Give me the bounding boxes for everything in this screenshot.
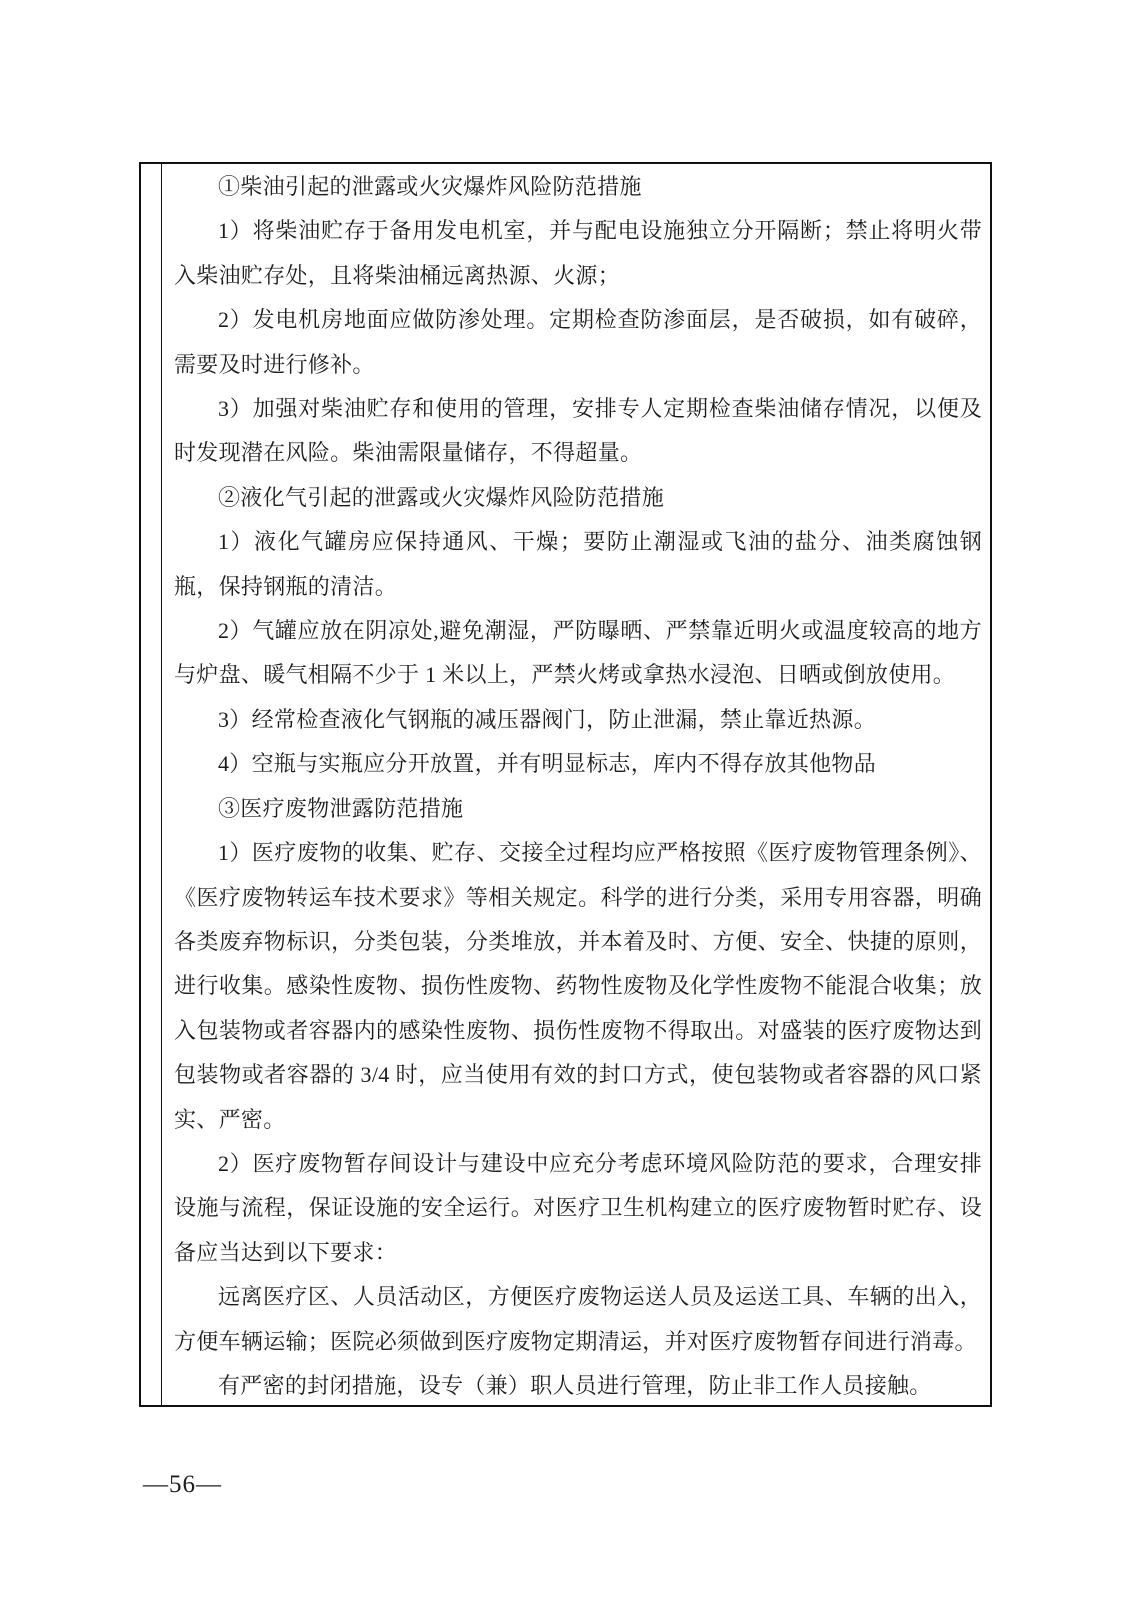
paragraph-medwaste-1: 1）医疗废物的收集、贮存、交接全过程均应严格按照《医疗废物管理条例》、《医疗废物转运车技术要求》等相关规定。科学的进行分类，采用专用容器，明确各类废弃物标识，分类包装，分类堆放，并本着及时、方便、安全、快捷的原则，进行收集。感染性废物、损伤性废物、药物性废物及化学性废物不能混合收集；放入包装物或者容器内的感染性废物、损伤性废物不得取出。对盛装的医疗废物达到包装物或者容器的 3/4 时，应当使用有效的封口方式，使包装物或者容器的风口紧实、严密。: [174, 840, 982, 1132]
table-left-empty-column: [141, 164, 162, 1405]
paragraph-lpg-heading: ②液化气引起的泄露或火灾爆炸风险防范措施: [218, 484, 665, 510]
content-table-border: [139, 162, 992, 1407]
paragraph-medwaste-2: 2）医疗废物暂存间设计与建设中应充分考虑环境风险防范的要求，合理安排设施与流程，保证设施的安全运行。对医疗卫生机构建立的医疗废物暂时贮存、设备应当达到以下要求：: [174, 1150, 982, 1265]
paragraph-diesel-3: 3）加强对柴油贮存和使用的管理，安排专人定期检查柴油储存情况，以便及时发现潜在风险。柴油需限量储存，不得超量。: [174, 396, 982, 466]
paragraph-medwaste-4: 有严密的封闭措施，设专（兼）职人员进行管理，防止非工作人员接触。: [218, 1372, 932, 1398]
paragraph-medwaste-heading: ③医疗废物泄露防范措施: [218, 795, 464, 821]
paragraph-diesel-2: 2）发电机房地面应做防渗处理。定期检查防渗面层，是否破损，如有破碎，需要及时进行修补。: [174, 307, 982, 377]
paragraph-lpg-4: 4）空瓶与实瓶应分开放置，并有明显标志，库内不得存放其他物品: [218, 751, 877, 777]
paragraph-diesel-1: 1）将柴油贮存于备用发电机室，并与配电设施独立分开隔断；禁止将明火带入柴油贮存处，且将柴油桶远离热源、火源；: [174, 218, 982, 288]
table-text-cell: [162, 164, 990, 1405]
paragraph-lpg-1: 1）液化气罐房应保持通风、干燥；要防止潮湿或飞油的盐分、油类腐蚀钢瓶，保持钢瓶的清洁。: [174, 529, 982, 599]
paragraph-lpg-2: 2）气罐应放在阴凉处,避免潮湿，严防曝晒、严禁靠近明火或温度较高的地方与炉盘、暖气相隔不少于 1 米以上，严禁火烤或拿热水浸泡、日晒或倒放使用。: [174, 618, 982, 688]
paragraph-lpg-3: 3）经常检查液化气钢瓶的减压器阀门，防止泄漏，禁止靠近热源。: [218, 706, 877, 732]
page-number: —56—: [143, 1471, 222, 1498]
paragraph-diesel-heading: ①柴油引起的泄露或火灾爆炸风险防范措施: [218, 174, 642, 199]
paragraph-medwaste-3: 远离医疗区、人员活动区，方便医疗废物运送人员及运送工具、车辆的出入，方便车辆运输；医院必须做到医疗废物定期清运，并对医疗废物暂存间进行消毒。: [174, 1284, 982, 1354]
